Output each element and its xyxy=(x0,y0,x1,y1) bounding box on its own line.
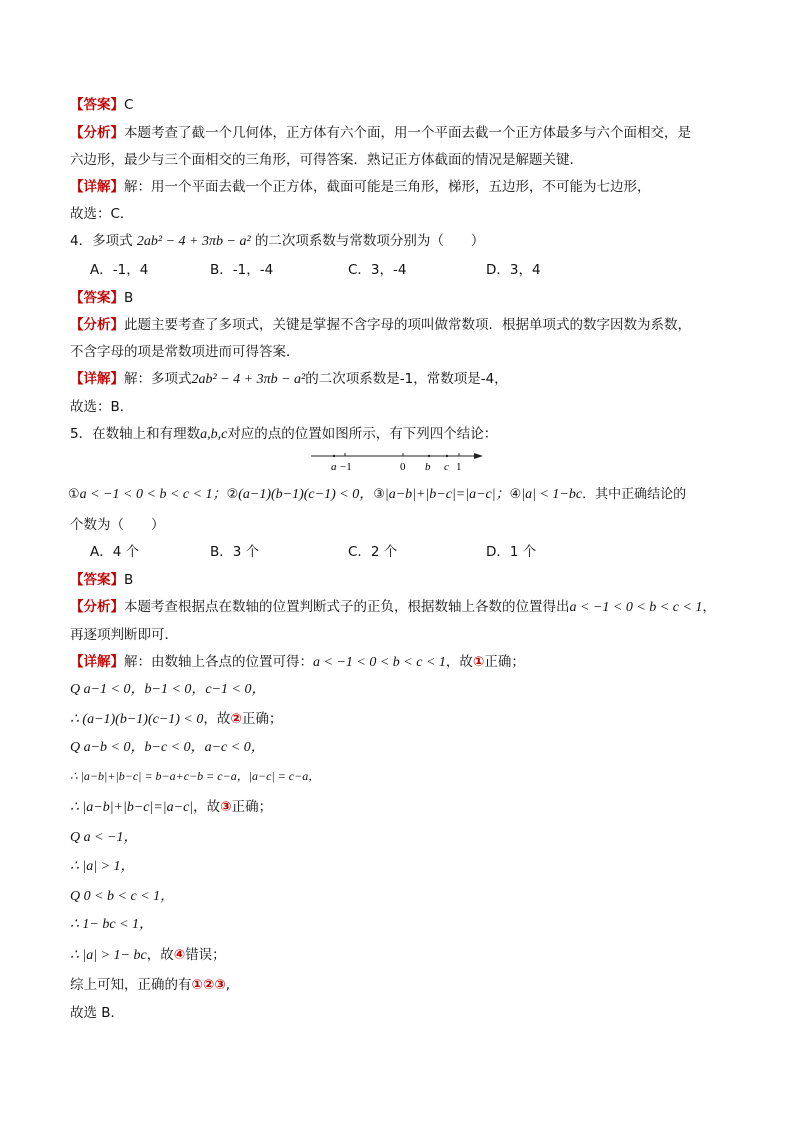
q3-detail-line xyxy=(70,178,651,196)
c2-marker: ② xyxy=(226,487,239,502)
step-10-mid: ，故 xyxy=(146,947,174,963)
step-5-circle: ③ xyxy=(220,799,232,815)
label-a: a xyxy=(331,461,337,473)
analysis-tag: 【分析】 xyxy=(70,125,124,141)
step-10-circle: ④ xyxy=(173,947,186,963)
q5-conclusion: 故选 B． xyxy=(70,1005,125,1021)
detail-prefix: 解：由数轴上各点的位置可得： xyxy=(124,654,313,670)
label-one: 1 xyxy=(456,461,462,473)
step-6: Q a < −1， xyxy=(70,830,138,845)
detail-text: 解：用一个平面去截一个正方体，截面可能是三角形，梯形，五边形，不可能为七边形， xyxy=(124,179,651,195)
step-7: ∴ |a| > 1， xyxy=(70,859,135,874)
label-zero: 0 xyxy=(400,461,406,473)
q5-option-b[interactable]: B．3 个 xyxy=(210,544,260,560)
c1-marker: ① xyxy=(68,487,80,502)
q5-options xyxy=(90,543,690,561)
step-10 xyxy=(70,946,226,965)
label-b: b xyxy=(425,461,431,473)
label-minus-one: −1 xyxy=(340,461,352,473)
q4-option-c[interactable]: C．3，-4 xyxy=(348,262,407,278)
q5-option-c[interactable]: C．2 个 xyxy=(348,544,398,560)
number-line-arrow xyxy=(474,453,483,459)
q5-summary xyxy=(70,976,230,994)
q4-answer-line xyxy=(70,289,133,307)
conclusion-4: |a| < 1−bc xyxy=(521,487,583,502)
analysis-tag: 【分析】 xyxy=(70,599,124,615)
analysis-tag: 【分析】 xyxy=(70,317,124,333)
detail-tag: 【详解】 xyxy=(70,654,124,670)
answer-value: B xyxy=(124,572,134,588)
answer-value: B xyxy=(124,290,134,306)
step-5-mid: ，故 xyxy=(193,799,221,815)
analysis-text: 此题主要考查了多项式，关键是掌握不含字母的项叫做常数项．根据单项式的数字因数为系数， xyxy=(124,317,691,333)
q4-option-b[interactable]: B．-1，-4 xyxy=(210,262,274,278)
q4-stem xyxy=(70,232,484,251)
point-c xyxy=(446,455,448,457)
summary-circles: ①②③ xyxy=(191,977,226,993)
step-10-expr: ∴ |a| > 1− bc xyxy=(70,948,147,963)
q5-stem-line-3: 个数为（ ） xyxy=(70,517,165,533)
detail-polynomial: 2ab² − 4 + 3πb − a² xyxy=(191,372,306,387)
analysis-expr: a < −1 < 0 < b < c < 1 xyxy=(569,600,703,615)
q5-detail-line xyxy=(70,653,525,672)
conclusion-2: (a−1)(b−1)(c−1) < 0， xyxy=(238,487,374,502)
q5-option-a[interactable]: A．4 个 xyxy=(90,544,140,560)
conclusion-1: a < −1 < 0 < b < c < 1； xyxy=(79,487,227,502)
q4-options xyxy=(90,261,690,279)
analysis-text: 本题考查根据点在数轴的位置判断式子的正负，根据数轴上各数的位置得出 xyxy=(124,599,570,615)
step-9: ∴ 1− bc < 1， xyxy=(70,917,154,932)
step-4: ∴ |a−b|+|b−c| = b−a+c−b = c−a，|a−c| = c−a， xyxy=(70,769,321,783)
q4-conclusion: 故选：B． xyxy=(70,399,134,415)
q4-polynomial: 2ab² − 4 + 3πb − a² xyxy=(136,234,251,249)
c3-marker: ③ xyxy=(373,487,385,502)
summary-prefix: 综上可知，正确的有 xyxy=(70,977,192,993)
answer-tag: 【答案】 xyxy=(70,290,124,306)
detail-suffix: 的二次项系数是-1，常数项是-4， xyxy=(305,371,508,387)
detail-prefix: 解：多项式 xyxy=(124,371,192,387)
detail-expr: a < −1 < 0 < b < c < 1 xyxy=(313,655,446,670)
q5-stem-prefix: 5．在数轴上和有理数 xyxy=(70,426,201,442)
q5-answer-line xyxy=(70,571,133,589)
q4-analysis-line-1 xyxy=(70,316,691,334)
step-5-end: 正确； xyxy=(231,799,273,815)
summary-end: , xyxy=(225,977,231,993)
conclusion-tail: ．其中正确结论的 xyxy=(582,487,687,502)
q4-analysis-line-2: 不含字母的项是常数项进而可得答案． xyxy=(70,344,300,360)
point-b xyxy=(428,455,430,457)
q5-stem-vars: a,b,c xyxy=(200,427,228,442)
q5-analysis-line-1 xyxy=(70,598,716,617)
step-5-expr: ∴ |a−b|+|b−c|=|a−c| xyxy=(70,800,194,815)
q4-stem-prefix: 4．多项式 xyxy=(70,233,133,249)
q3-analysis-line-1 xyxy=(70,124,691,142)
analysis-end: ， xyxy=(702,599,716,615)
answer-tag: 【答案】 xyxy=(70,97,124,113)
detail-tag: 【详解】 xyxy=(70,179,124,195)
q5-stem xyxy=(70,425,497,444)
q3-analysis-line-2: 六边形，最少与三个面相交的三角形，可得答案．熟记正方体截面的情况是解题关键． xyxy=(70,152,583,168)
q4-stem-suffix: 的二次项系数与常数项分别为（ ） xyxy=(254,233,485,249)
answer-tag: 【答案】 xyxy=(70,572,124,588)
step-2 xyxy=(70,710,282,729)
step-5 xyxy=(70,798,272,817)
q5-option-d[interactable]: D．1 个 xyxy=(486,544,537,560)
q4-option-a[interactable]: A．-1，4 xyxy=(90,262,149,278)
q5-stem-suffix: 对应的点的位置如图所示，有下列四个结论： xyxy=(227,426,498,442)
q3-conclusion: 故选：C． xyxy=(70,206,134,222)
detail-tag: 【详解】 xyxy=(70,371,124,387)
point-a xyxy=(333,455,335,457)
step-2-circle: ② xyxy=(230,711,242,727)
step-2-mid: ，故 xyxy=(203,711,231,727)
q4-option-d[interactable]: D．3，4 xyxy=(486,262,541,278)
analysis-text: 本题考查了截一个几何体，正方体有六个面，用一个平面去截一个正方体最多与六个面相交，是 xyxy=(124,125,691,141)
step-2-end: 正确； xyxy=(241,711,283,727)
q4-detail-line xyxy=(70,370,508,389)
number-line-figure xyxy=(305,448,490,474)
step-10-end: 错误； xyxy=(185,947,226,963)
c4-marker: ④ xyxy=(509,487,522,502)
step-3: Q a−b < 0，b−c < 0，a−c < 0， xyxy=(70,740,265,755)
step-8: Q 0 < b < c < 1， xyxy=(70,889,175,904)
detail-mid: ，故 xyxy=(445,654,473,670)
step-1: Q a−1 < 0，b−1 < 0，c−1 < 0， xyxy=(70,682,266,697)
answer-value: C xyxy=(124,97,134,113)
step-2-expr: ∴ (a−1)(b−1)(c−1) < 0 xyxy=(70,712,204,727)
label-c: c xyxy=(444,461,449,473)
q5-conclusions xyxy=(68,486,686,504)
q5-analysis-line-2: 再逐项判断即可． xyxy=(70,627,178,643)
conclusion-3: |a−b|+|b−c|=|a−c|； xyxy=(384,487,510,502)
detail-end: 正确； xyxy=(484,654,525,670)
detail-circle: ① xyxy=(472,654,485,670)
q3-answer-line xyxy=(70,96,133,114)
